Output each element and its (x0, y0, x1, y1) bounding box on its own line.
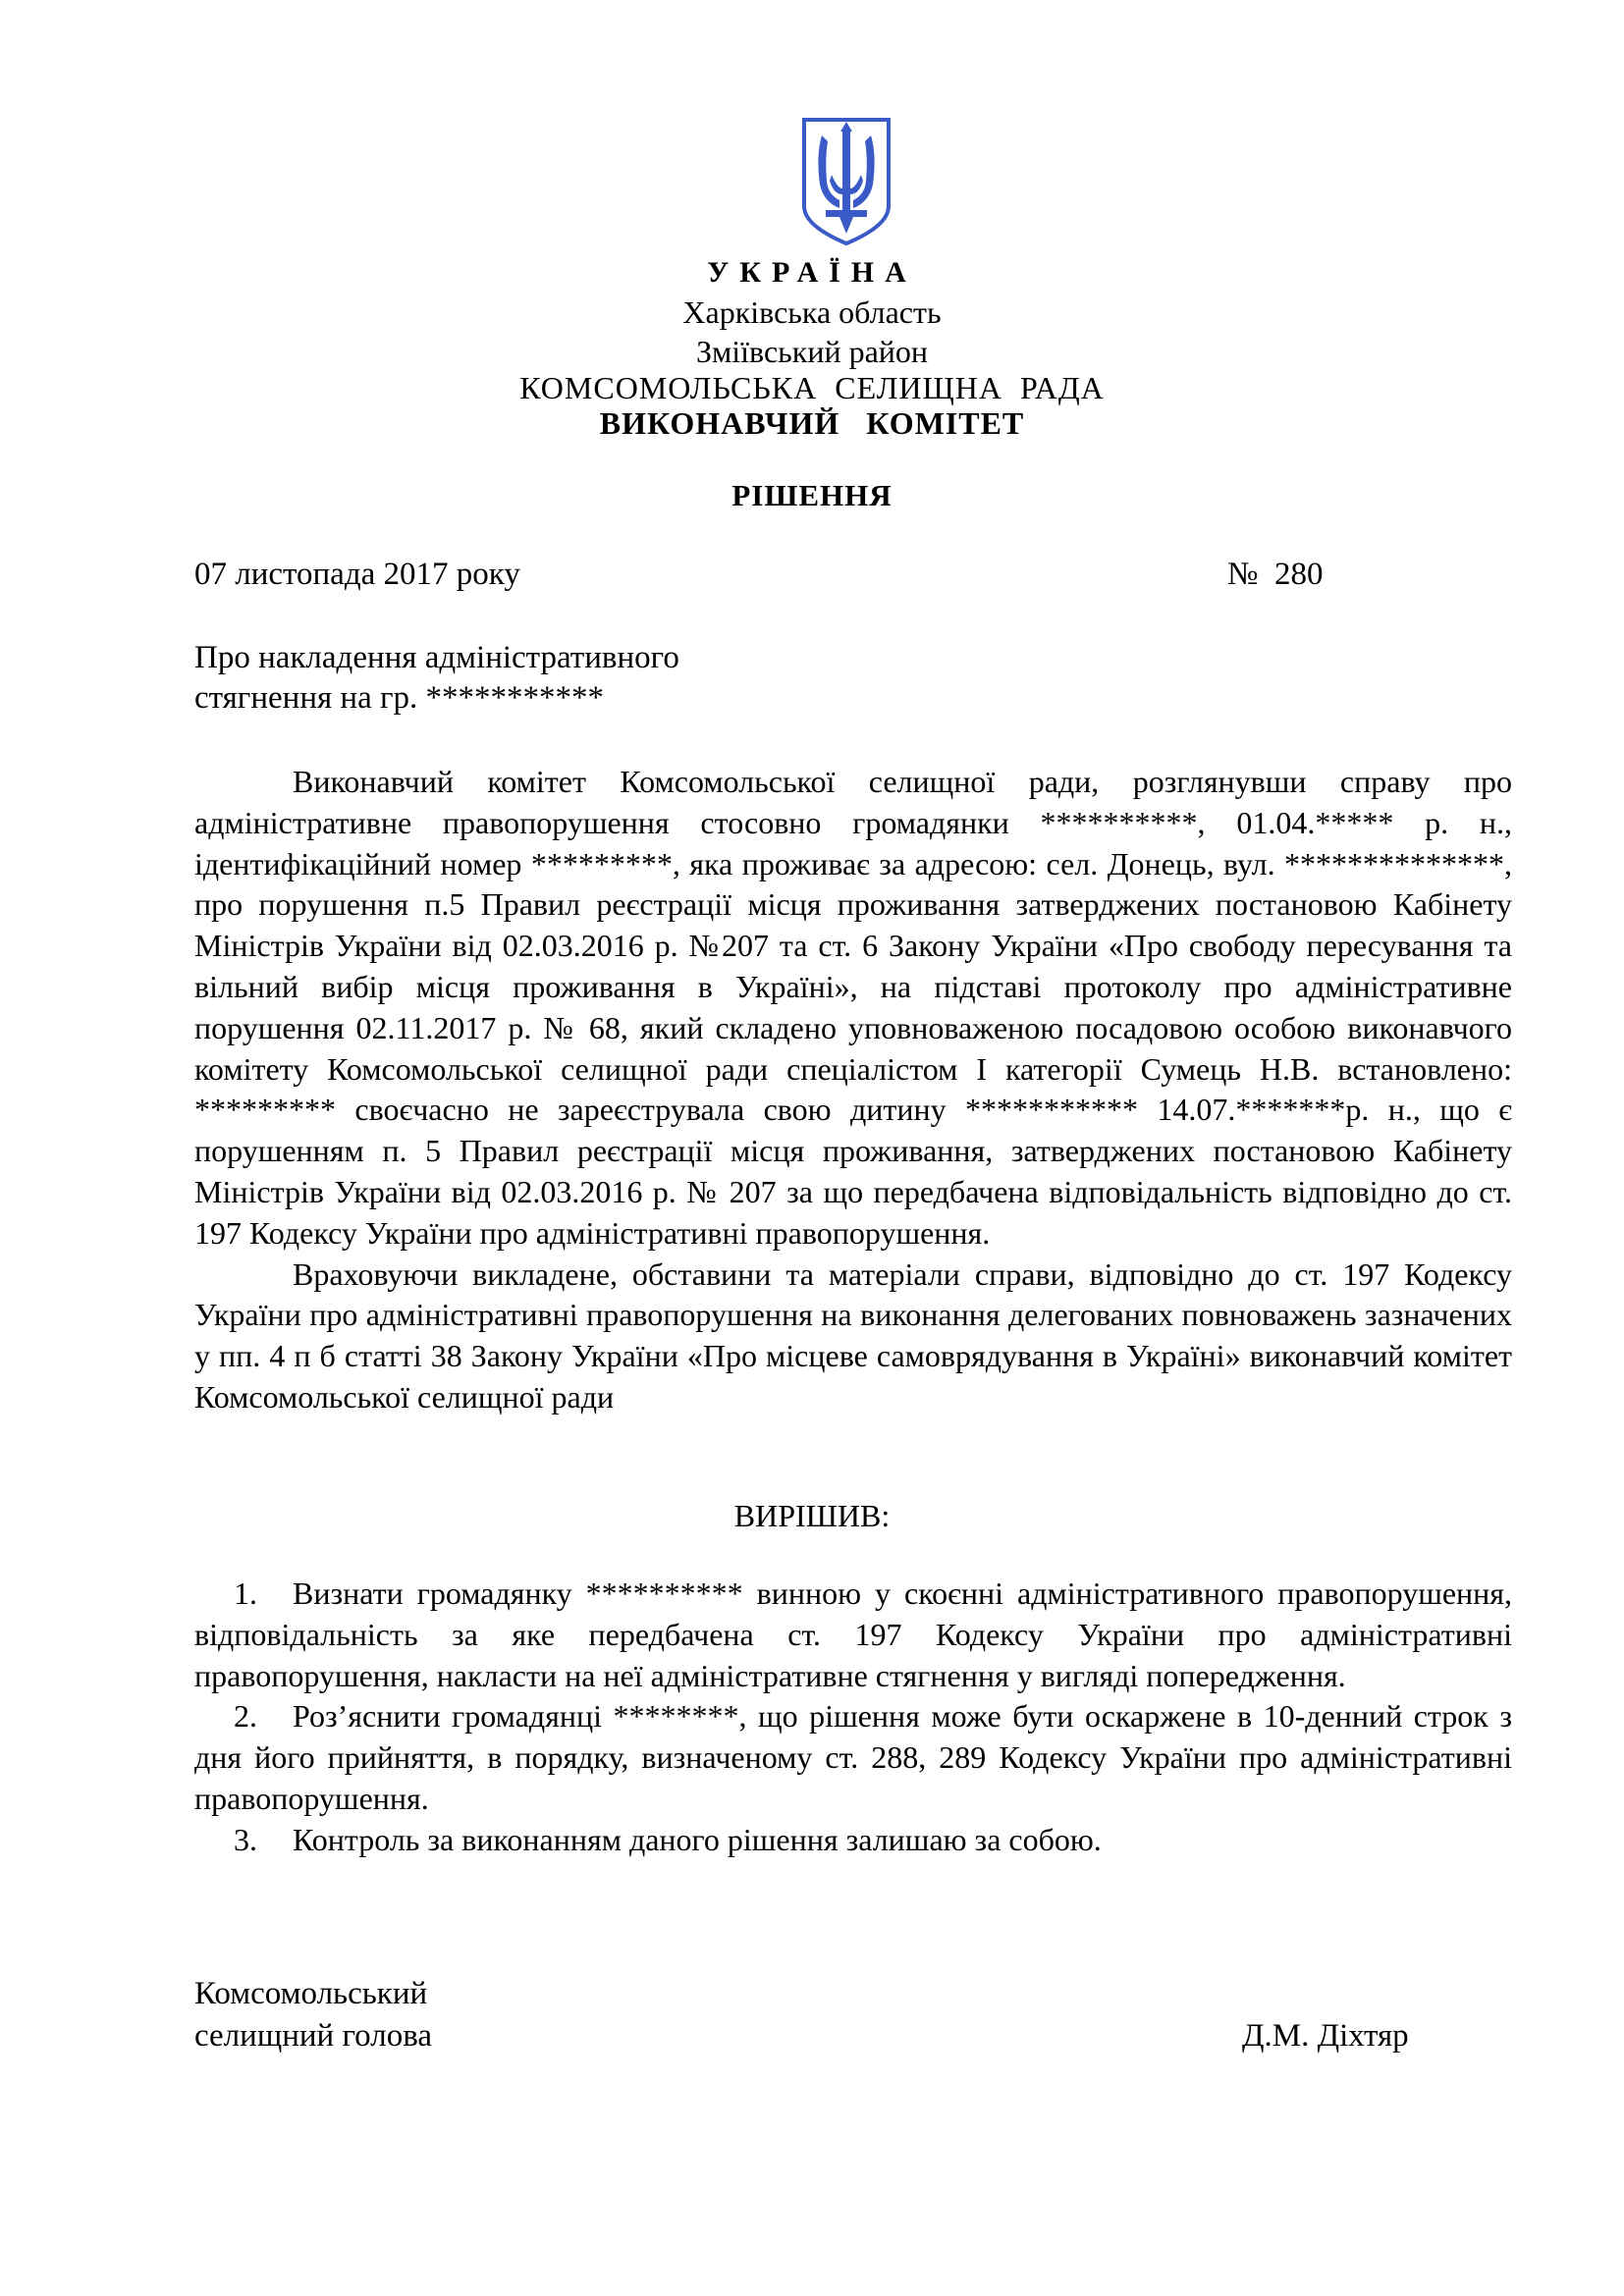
document-subject (194, 638, 980, 719)
committee-line: ВИКОНАВЧИЙ КОМІТЕТ (599, 405, 1025, 441)
coat-of-arms-icon (800, 116, 893, 247)
document-date: 07 листопада 2017 року (194, 557, 520, 592)
decision-number: 2. (234, 1698, 257, 1735)
document-body (194, 762, 1512, 1418)
decision-text: Визнати громадянку ********** винною у скоєнні адміністративного правопорушення, відповідальність за яке передбачена ст. 197 Кодексу України про адміністративні правопорушення, накласти на неї адміністративне стягнення у вигляді попередження. (194, 1575, 1512, 1693)
decision-item (194, 1820, 1512, 1861)
signatory-title-line-2: селищний голова (194, 2018, 433, 2054)
oblast-line: Харківська область (682, 294, 942, 330)
decision-item (194, 1696, 1512, 1819)
signatory-name: Д.М. Діхтяр (1242, 2018, 1409, 2054)
document-number: № 280 (1227, 557, 1324, 592)
decision-text: Контроль за виконанням даного рішення залишаю за собою. (293, 1821, 1102, 1857)
subject-line-2: стягнення на гр. *********** (194, 680, 604, 716)
decision-number: 1. (234, 1575, 257, 1611)
document-type: РІШЕННЯ (731, 478, 893, 512)
decision-number: 3. (234, 1821, 257, 1857)
body-paragraph-1: Виконавчий комітет Комсомольської селищної ради, розглянувши справу про адміністративне правопорушення стосовно громадянки **********, 01.04.***** р. н., ідентифікаційний номер *********, яка проживає за адресою: сел. Донець, вул. **************, про порушення п.5 Правил реєстрації місця проживання затверджених постановою Кабінету Міністрів України від 02.03.2016 р. №207 та ст. 6 Закону України «Про свободу пересування та вільний вибір місця проживання в Україні», на підставі протоколу про адміністративне порушення 02.11.2017 р. № 68, який складено уповноваженою посадовою особою виконавчого комітету Комсомольської селищної ради спеціалістом І категорії Сумець Н.В. встановлено: ********* своєчасно не зареєструвала свою дитину *********** 14.07.*******р. н., що є порушенням п. 5 Правил реєстрації місця проживання, затверджених постановою Кабінету Міністрів України від 02.03.2016 р. № 207 за що передбачена відповідальність відповідно до ст. 197 Кодексу України про адміністративні правопорушення. (194, 764, 1512, 1251)
decision-item (194, 1574, 1512, 1696)
resolved-heading: ВИРІШИВ: (733, 1498, 891, 1533)
body-paragraph-2: Враховуючи викладене, обставини та матеріали справи, відповідно до ст. 197 Кодексу України про адміністративні правопорушення на виконання делегованих повноважень зазначених у пп. 4 п б статті 38 Закону України «Про місцеве самоврядування в Україні» виконавчий комітет Комсомольської селищної ради (194, 1255, 1512, 1415)
decision-text: Роз’яснити громадянці ********, що рішення може бути оскаржене в 10-денний строк з дня його прийняття, в порядку, визначеному ст. 288, 289 Кодексу України про адміністративні правопорушення. (194, 1698, 1512, 1816)
council-line: КОМСОМОЛЬСЬКА СЕЛИЩНА РАДА (519, 370, 1105, 405)
raion-line: Зміївський район (695, 334, 929, 369)
decision-list (194, 1574, 1512, 1861)
subject-line-1: Про накладення адміністративного (194, 640, 679, 675)
signatory-title-line-1: Комсомольський (194, 1976, 428, 2011)
country-heading: УКРАЇНА (707, 256, 917, 289)
